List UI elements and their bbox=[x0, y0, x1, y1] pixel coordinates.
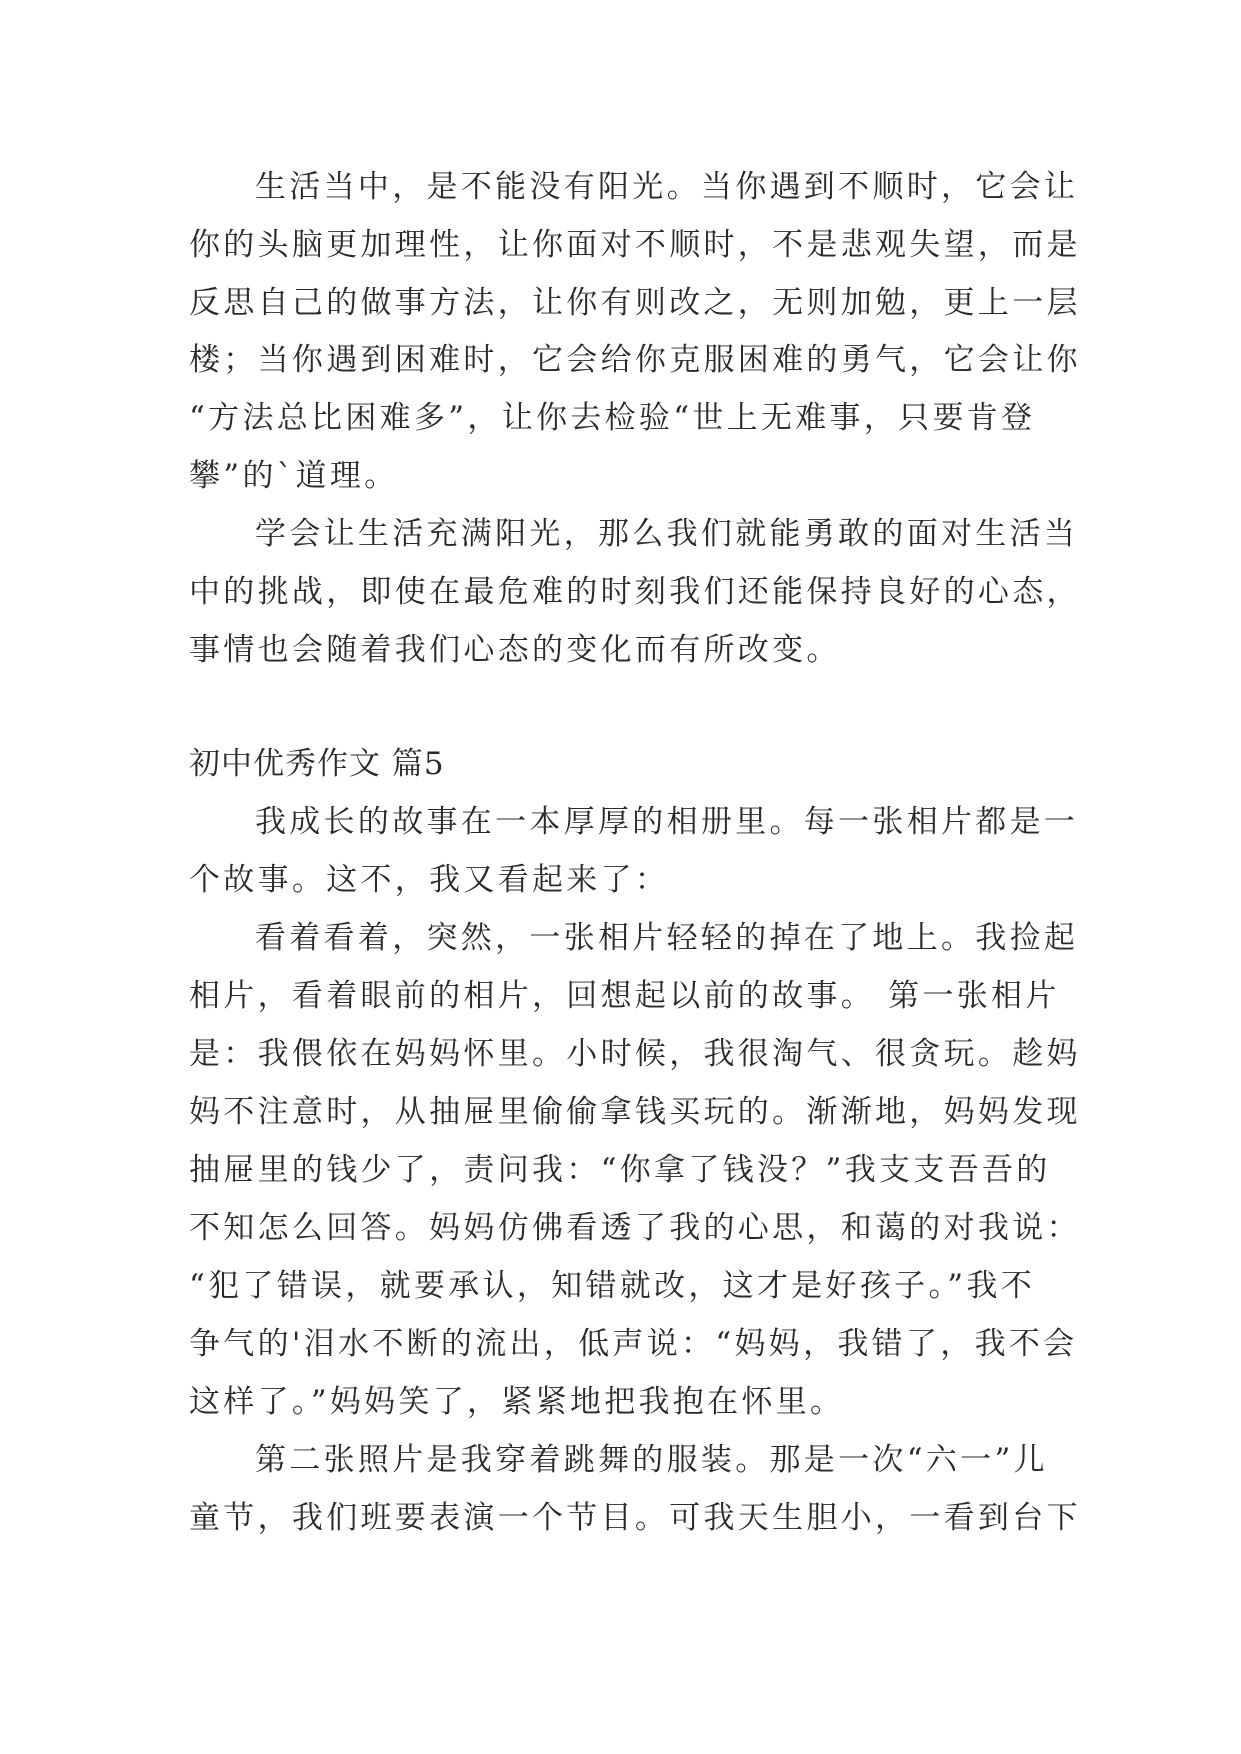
paragraph-1-line-4: 楼；当你遇到困难时，它会给你克服困难的勇气，它会让你 bbox=[189, 342, 1081, 378]
paragraph-4-line-3: 是：我偎依在妈妈怀里。小时候，我很淘气、很贪玩。趁妈 bbox=[189, 1036, 1081, 1072]
paragraph-4-line-4: 妈不注意时，从抽屉里偷偷拿钱买玩的。渐渐地，妈妈发现 bbox=[189, 1094, 1081, 1130]
paragraph-4-line-9: 这样了。”妈妈笑了，紧紧地把我抱在怀里。 bbox=[189, 1384, 845, 1420]
paragraph-4-line-8: 争气的'泪水不断的流出，低声说：“妈妈，我错了，我不会 bbox=[189, 1326, 1078, 1362]
paragraph-4-line-6: 不知怎么回答。妈妈仿佛看透了我的心思，和蔼的对我说： bbox=[189, 1210, 1081, 1246]
paragraph-1-line-3: 反思自己的做事方法，让你有则改之，无则加勉，更上一层 bbox=[189, 285, 1081, 321]
paragraph-4-line-1: 看着看着，突然，一张相片轻轻的掉在了地上。我捡起 bbox=[255, 920, 1079, 956]
section-heading: 初中优秀作文 篇5 bbox=[189, 746, 445, 782]
paragraph-1-line-2: 你的头脑更加理性，让你面对不顺时，不是悲观失望，而是 bbox=[189, 227, 1081, 263]
paragraph-2-line-1: 学会让生活充满阳光，那么我们就能勇敢的面对生活当 bbox=[255, 516, 1079, 552]
paragraph-1-line-6: 攀”的`道理。 bbox=[189, 458, 399, 494]
paragraph-3-line-1: 我成长的故事在一本厚厚的相册里。每一张相片都是一 bbox=[255, 804, 1079, 840]
paragraph-2-line-2: 中的挑战，即使在最危难的时刻我们还能保持良好的心态， bbox=[189, 574, 1081, 610]
paragraph-2-line-3: 事情也会随着我们心态的变化而有所改变。 bbox=[189, 632, 841, 668]
paragraph-1-line-1: 生活当中，是不能没有阳光。当你遇到不顺时，它会让 bbox=[255, 169, 1079, 205]
paragraph-5-line-2: 童节，我们班要表演一个节目。可我天生胆小，一看到台下 bbox=[189, 1500, 1081, 1536]
paragraph-4-line-7: “犯了错误，就要承认，知错就改，这才是好孩子。”我不 bbox=[189, 1268, 1035, 1304]
paragraph-4-line-5: 抽屉里的钱少了，责问我：“你拿了钱没？”我支支吾吾的 bbox=[189, 1152, 1051, 1188]
paragraph-3-line-2: 个故事。这不，我又看起来了： bbox=[189, 862, 670, 898]
paragraph-5-line-1: 第二张照片是我穿着跳舞的服装。那是一次“六一”儿 bbox=[255, 1442, 1048, 1478]
paragraph-4-line-2: 相片，看着眼前的相片，回想起以前的故事。 第一张相片 bbox=[189, 978, 1060, 1014]
paragraph-1-line-5: “方法总比困难多”，让你去检验“世上无难事，只要肯登 bbox=[189, 400, 1036, 436]
